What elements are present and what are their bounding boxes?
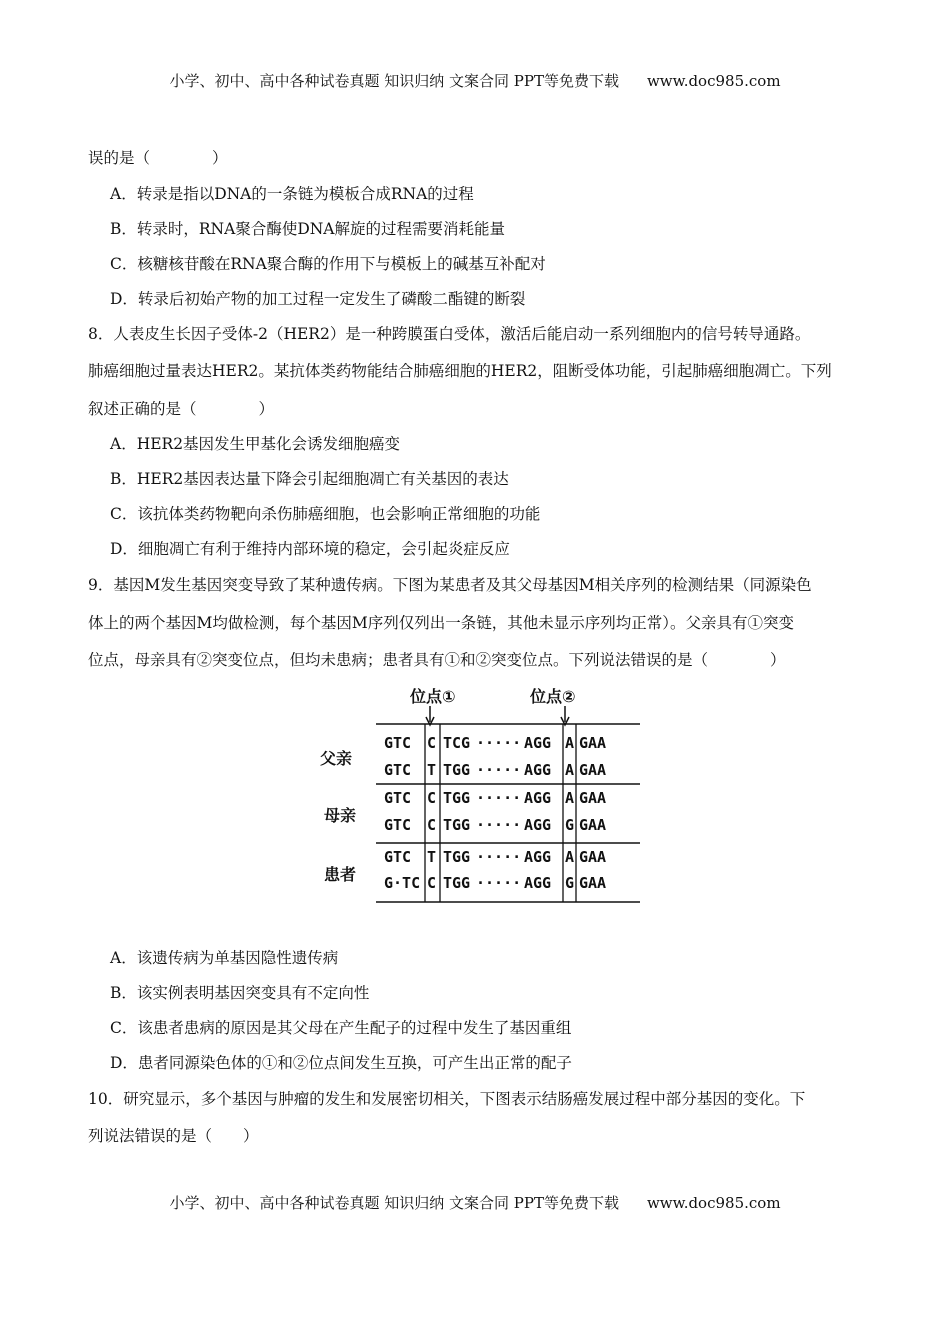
q9-option-b: B．该实例表明基因突变具有不定向性: [110, 984, 370, 1002]
svg-text:·····: ·····: [476, 789, 522, 807]
q7-option-c: C．核糖核苷酸在RNA聚合酶的作用下与模板上的碱基互补配对: [110, 255, 546, 273]
mother-label: 母亲: [324, 806, 357, 825]
q7-option-a: A．转录是指以DNA的一条链为模板合成RNA的过程: [110, 185, 474, 203]
q9-option-c: C．该患者患病的原因是其父母在产生配子的过程中发生了基因重组: [110, 1019, 572, 1037]
svg-text:GAA: GAA: [579, 848, 607, 866]
svg-text:C: C: [427, 734, 437, 752]
mother-seq-1: [384, 789, 606, 807]
svg-text:GTC: GTC: [384, 848, 412, 866]
q9-option-d: D．患者同源染色体的①和②位点间发生互换，可产生出正常的配子: [110, 1054, 572, 1072]
svg-text:AGG: AGG: [524, 789, 552, 807]
svg-text:A: A: [565, 848, 575, 866]
q9-stem-line-1: 9．基因M发生基因突变导致了某种遗传病。下图为某患者及其父母基因M相关序列的检测结果（同源染色: [88, 576, 812, 594]
patient-label: 患者: [324, 865, 357, 884]
q8-stem-line-3: 叙述正确的是（ ）: [88, 400, 275, 418]
page-header: [0, 70, 950, 91]
svg-text:C: C: [427, 816, 437, 834]
svg-text:TCG: TCG: [443, 734, 471, 752]
svg-text:·····: ·····: [476, 874, 522, 892]
header-text: 小学、初中、高中各种试卷真题 知识归纳 文案合同 PPT等免费下载: [169, 72, 619, 90]
patient-seq-2: [384, 874, 606, 892]
q8-option-c: C．该抗体类药物靶向杀伤肺癌细胞，也会影响正常细胞的功能: [110, 505, 541, 523]
gene-sequence-diagram: [318, 680, 648, 912]
footer-text: 小学、初中、高中各种试卷真题 知识归纳 文案合同 PPT等免费下载: [169, 1194, 619, 1212]
q7-option-b: B．转录时，RNA聚合酶使DNA解旋的过程需要消耗能量: [110, 220, 506, 238]
svg-text:A: A: [565, 761, 575, 779]
svg-text:GAA: GAA: [579, 789, 607, 807]
svg-text:AGG: AGG: [524, 848, 552, 866]
q7-tail: 误的是（ ）: [88, 149, 228, 167]
svg-text:G: G: [565, 874, 575, 892]
mother-seq-2: [384, 816, 606, 834]
header-url[interactable]: www.doc985.com: [646, 72, 781, 90]
svg-text:AGG: AGG: [524, 874, 552, 892]
q8-stem-line-2: 肺癌细胞过量表达HER2。某抗体类药物能结合肺癌细胞的HER2，阻断受体功能，引起肺癌细胞凋亡。下列: [88, 362, 832, 380]
svg-text:AGG: AGG: [524, 734, 552, 752]
svg-text:·····: ·····: [476, 816, 522, 834]
svg-text:TGG: TGG: [443, 848, 471, 866]
svg-text:C: C: [427, 874, 437, 892]
svg-text:TGG: TGG: [443, 761, 471, 779]
q9-stem-line-2: 体上的两个基因M均做检测，每个基因M序列仅列出一条链，其他未显示序列均正常）。父亲具有①突变: [88, 614, 794, 632]
svg-text:GAA: GAA: [579, 761, 607, 779]
svg-text:G: G: [565, 816, 575, 834]
q9-option-a: A．该遗传病为单基因隐性遗传病: [110, 949, 339, 967]
svg-text:·····: ·····: [476, 734, 522, 752]
svg-text:GTC: GTC: [384, 761, 412, 779]
svg-text:G·TC: G·TC: [384, 874, 421, 892]
q10-stem-line-2: 列说法错误的是（ ）: [88, 1127, 259, 1145]
svg-text:C: C: [427, 789, 437, 807]
q8-option-d: D．细胞凋亡有利于维持内部环境的稳定，会引起炎症反应: [110, 540, 510, 558]
svg-text:AGG: AGG: [524, 761, 552, 779]
svg-text:A: A: [565, 789, 575, 807]
q7-option-d: D．转录后初始产物的加工过程一定发生了磷酸二酯键的断裂: [110, 290, 526, 308]
father-seq-1: [384, 734, 606, 752]
svg-text:TGG: TGG: [443, 789, 471, 807]
q8-option-b: B．HER2基因表达量下降会引起细胞凋亡有关基因的表达: [110, 470, 509, 488]
father-seq-2: [384, 761, 606, 779]
site-1-label: 位点①: [410, 687, 456, 706]
svg-text:GTC: GTC: [384, 789, 412, 807]
q9-stem-line-3: 位点，母亲具有②突变位点，但均未患病；患者具有①和②突变位点。下列说法错误的是（ ）: [88, 651, 786, 669]
svg-text:A: A: [565, 734, 575, 752]
svg-text:T: T: [427, 848, 437, 866]
svg-text:AGG: AGG: [524, 816, 552, 834]
q10-stem-line-1: 10．研究显示，多个基因与肿瘤的发生和发展密切相关，下图表示结肠癌发展过程中部分基因的变化。下: [88, 1090, 806, 1108]
q8-option-a: A．HER2基因发生甲基化会诱发细胞癌变: [110, 435, 401, 453]
page-footer: [0, 1192, 950, 1213]
q8-stem-line-1: 8．人表皮生长因子受体-2（HER2）是一种跨膜蛋白受体，激活后能启动一系列细胞内的信号转导通路。: [88, 325, 811, 343]
svg-text:GTC: GTC: [384, 816, 412, 834]
footer-url[interactable]: www.doc985.com: [646, 1194, 781, 1212]
patient-seq-1: [384, 848, 606, 866]
svg-text:T: T: [427, 761, 437, 779]
father-label: 父亲: [320, 749, 353, 768]
svg-text:GAA: GAA: [579, 734, 607, 752]
svg-text:GAA: GAA: [579, 874, 607, 892]
site-2-label: 位点②: [530, 687, 576, 706]
svg-text:·····: ·····: [476, 848, 522, 866]
svg-text:GTC: GTC: [384, 734, 412, 752]
svg-text:TGG: TGG: [443, 874, 471, 892]
svg-text:TGG: TGG: [443, 816, 471, 834]
svg-text:GAA: GAA: [579, 816, 607, 834]
svg-text:·····: ·····: [476, 761, 522, 779]
